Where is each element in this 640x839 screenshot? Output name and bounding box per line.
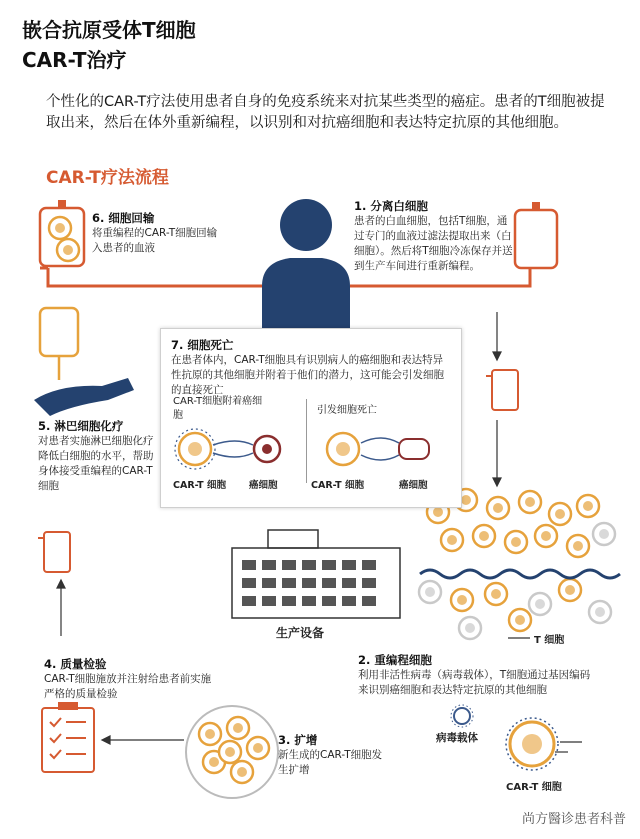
- car-t-cell-icon: [506, 718, 558, 770]
- step-3: [278, 732, 388, 778]
- step-3-title: 3. 扩增: [278, 733, 318, 747]
- step-4: [44, 656, 214, 702]
- attach-caption: CAR-T细胞附着癌细胞: [173, 396, 263, 421]
- step-3-desc: 新生成的CAR-T细胞发生扩增: [278, 749, 383, 776]
- manufacturing-facility-icon: [232, 530, 400, 618]
- step-7-desc: 在患者体内，CAR-T细胞具有识别病人的癌细胞和表达特异性抗原的其他细胞并附着于他们的潜力，这可能会引发细胞的直接死亡: [171, 354, 444, 396]
- step-4-desc: CAR-T细胞施放并注射给患者前实施严格的质量检验: [44, 673, 212, 700]
- step-2: [358, 652, 598, 698]
- collection-bag-icon: [515, 202, 557, 268]
- cancer-label-right: 癌细胞: [399, 480, 428, 491]
- step-2-title: 2. 重编程细胞: [358, 653, 432, 667]
- watermark: 尚方醫诊患者科普: [521, 812, 626, 827]
- car-t-label: CAR-T 细胞: [506, 782, 562, 793]
- virus-label: 病毒载体: [436, 732, 478, 744]
- death-caption: 引发细胞死亡: [317, 405, 377, 416]
- infusion-bag-icon: [40, 200, 84, 266]
- intro-paragraph: 个性化的CAR-T疗法使用患者自身的免疫系统来对抗某些类型的癌症。患者的T细胞被提取出来，然后在体外重新编程，以识别和对抗癌细胞和表达特定抗原的其他细胞。: [46, 94, 605, 131]
- step-2-desc: 利用非活性病毒（病毒载体），T细胞通过基因编码来识别癌细胞和表达特定抗原的其他细胞: [358, 669, 591, 696]
- filter-wave: [420, 570, 620, 578]
- step-7-title: 7. 细胞死亡: [171, 338, 234, 352]
- tcell-label: T 细胞: [534, 635, 565, 646]
- page-subtitle: CAR-T治疗: [22, 48, 127, 72]
- step-1: [354, 198, 514, 274]
- cell-bag-icon: [38, 532, 70, 572]
- cell-death-illustration: [161, 425, 461, 485]
- expansion-dish-icon: [186, 706, 278, 798]
- quality-checklist-icon: [42, 702, 94, 772]
- step-1-title: 1. 分离白细胞: [354, 199, 428, 213]
- step-5: [38, 418, 156, 494]
- section-title: CAR-T疗法流程: [46, 168, 169, 188]
- cell-death-panel: [160, 328, 462, 508]
- patient-figure: [262, 199, 350, 330]
- page-title: 嵌合抗原受体T细胞: [22, 18, 196, 42]
- step-4-title: 4. 质量检验: [44, 657, 107, 671]
- car-t-label-right: CAR-T 细胞: [311, 480, 364, 491]
- chemo-bag-icon: [40, 308, 78, 380]
- step-5-title: 5. 淋巴细胞化疗: [38, 419, 124, 433]
- step-6-desc: 将重编程的CAR-T细胞回输入患者的血液: [92, 227, 218, 254]
- step-7: [171, 337, 453, 398]
- facility-label: 生产设备: [276, 626, 325, 640]
- leukocyte-cluster: [419, 489, 615, 639]
- step-6-title: 6. 细胞回输: [92, 211, 155, 225]
- step-6: [92, 210, 222, 256]
- arm-icon: [34, 378, 134, 416]
- frozen-cells-box-icon: [486, 370, 518, 410]
- viral-vector-icon: [451, 705, 473, 727]
- step-5-desc: 对患者实施淋巴细胞化疗降低白细胞的水平，帮助身体接受重编程的CAR-T细胞: [38, 435, 154, 492]
- step-1-desc: 患者的白血细胞，包括T细胞，通过专门的血液过滤法提取出来（白细胞）。然后将T细胞冷冻保存并送到生产车间进行重新编程。: [354, 215, 513, 272]
- cancer-label-left: 癌细胞: [249, 480, 278, 491]
- car-t-label-left: CAR-T 细胞: [173, 480, 226, 491]
